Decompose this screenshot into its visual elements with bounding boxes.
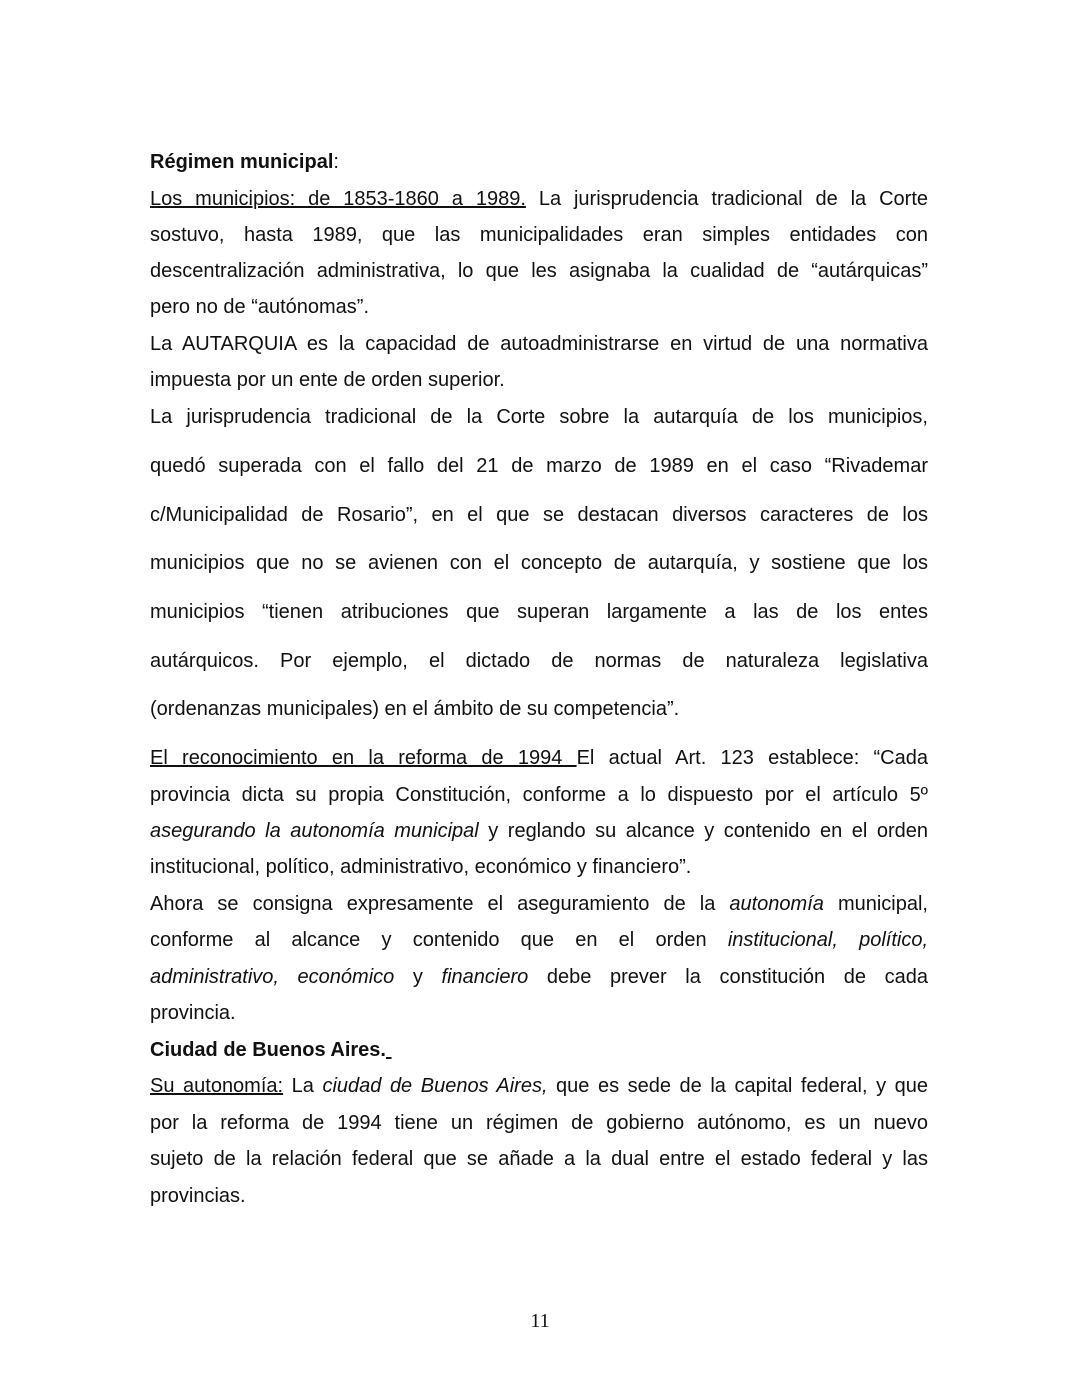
text-line — [150, 1072, 928, 1100]
body-text: por la reforma de 1994 tiene un régimen de gobierno autónomo, es un nuevo — [150, 1112, 928, 1134]
body-text: debe prever la constitución de cada — [528, 966, 928, 988]
body-text: autárquicos. Por ejemplo, el dictado de normas de naturaleza legislativa — [150, 650, 928, 672]
italic-text: ciudad de Buenos Aires, — [322, 1075, 548, 1097]
body-text: municipios que no se avienen con el concepto de autarquía, y sostiene que los — [150, 552, 928, 574]
text-line — [150, 598, 928, 626]
italic-text: autonomía — [729, 893, 824, 915]
text-line — [150, 999, 928, 1027]
heading-text: Ciudad de Buenos Aires. — [150, 1039, 386, 1061]
underlined-text: Los municipios: de 1853-1860 a 1989. — [150, 188, 526, 210]
body-text: conforme al alcance y contenido que en el orden — [150, 929, 728, 951]
text-line — [150, 647, 928, 675]
body-text: que es sede de la capital federal, y que — [547, 1075, 928, 1097]
body-text: institucional, político, administrativo, económico y financiero”. — [150, 856, 692, 878]
italic-text: administrativo, económico — [150, 966, 395, 988]
text-line — [150, 963, 928, 991]
body-text: c/Municipalidad de Rosario”, en el que se destacan diversos caracteres de los — [150, 504, 928, 526]
body-text: : — [333, 151, 339, 173]
body-text: impuesta por un ente de orden superior. — [150, 369, 505, 391]
text-line — [150, 501, 928, 529]
body-text: La jurisprudencia tradicional de la Corte — [525, 188, 928, 210]
text-line — [150, 257, 928, 285]
body-text: y — [394, 966, 442, 988]
body-text: pero no de “autónomas”. — [150, 296, 370, 318]
underlined-text — [386, 1039, 392, 1061]
body-text: municipios “tienen atribuciones que superan largamente a las de los entes — [150, 601, 928, 623]
body-text: (ordenanzas municipales) en el ámbito de su competencia”. — [150, 698, 680, 720]
text-line — [150, 1145, 928, 1173]
body-text: La — [283, 1075, 323, 1097]
text-line — [150, 926, 928, 954]
body-text: descentralización administrativa, lo que les asignaba la cualidad de “autárquicas” — [150, 260, 928, 282]
body-text: sujeto de la relación federal que se añade a la dual entre el estado federal y las — [150, 1148, 928, 1170]
text-line — [150, 1109, 928, 1137]
underlined-text: El reconocimiento en la reforma de 1994 — [150, 747, 577, 769]
body-text: sostuvo, hasta 1989, que las municipalidades eran simples entidades con — [150, 224, 928, 246]
text-line — [150, 1036, 928, 1064]
text-line — [150, 185, 928, 213]
underlined-text: Su autonomía: — [150, 1075, 284, 1097]
body-text: y reglando su alcance y contenido en el orden — [478, 820, 928, 842]
text-line — [150, 695, 928, 723]
body-text: quedó superada con el fallo del 21 de marzo de 1989 en el caso “Rivademar — [150, 455, 928, 477]
italic-text: asegurando la autonomía municipal — [150, 820, 479, 842]
italic-text: financiero — [441, 966, 529, 988]
body-text: provincias. — [150, 1185, 246, 1207]
body-text: municipal, — [823, 893, 928, 915]
text-line — [150, 148, 928, 176]
body-text: La AUTARQUIA es la capacidad de autoadministrarse en virtud de una normativa — [150, 333, 928, 355]
body-text: La jurisprudencia tradicional de la Corte sobre la autarquía de los municipios, — [150, 406, 928, 428]
text-line — [150, 549, 928, 577]
text-line — [150, 890, 928, 918]
text-line — [150, 817, 928, 845]
text-line — [150, 366, 928, 394]
text-line — [150, 330, 928, 358]
text-line — [150, 853, 928, 881]
body-text: provincia dicta su propia Constitución, conforme a lo dispuesto por el artículo 5º — [150, 784, 928, 806]
body-text: provincia. — [150, 1002, 236, 1024]
text-line — [150, 744, 928, 772]
body-text: El actual Art. 123 establece: “Cada — [576, 747, 928, 769]
text-line — [150, 1182, 928, 1210]
text-line — [150, 781, 928, 809]
heading-text: Régimen municipal — [150, 151, 334, 173]
page-number: 11 — [530, 1310, 550, 1332]
text-line — [150, 293, 928, 321]
text-line — [150, 221, 928, 249]
body-text: Ahora se consigna expresamente el aseguramiento de la — [150, 893, 730, 915]
text-line — [150, 403, 928, 431]
text-line — [150, 452, 928, 480]
italic-text: institucional, político, — [727, 929, 928, 951]
